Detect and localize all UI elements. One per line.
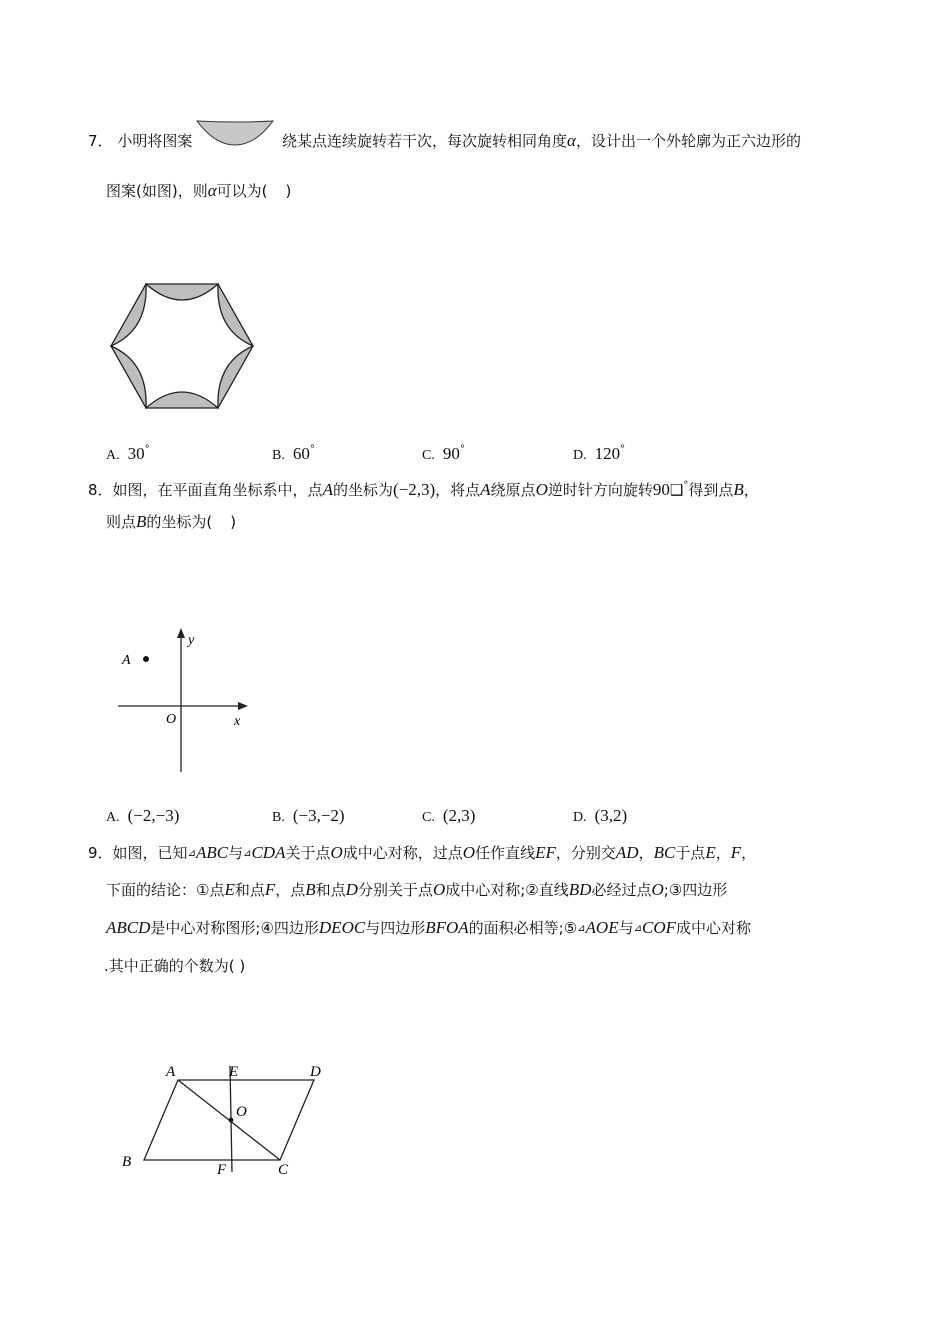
q9-line1-text <box>113 844 757 862</box>
option-label: A. <box>106 448 120 463</box>
option-value: (−3,−2) <box>292 806 345 825</box>
option-value: (2,3) <box>442 806 476 825</box>
q9-line3 <box>106 918 751 939</box>
text-run: 如图，已知 <box>112 844 188 862</box>
q9-line2-text <box>106 881 727 899</box>
q8-degree: ° <box>683 480 689 491</box>
q8-line2-c: ) <box>230 513 237 531</box>
q8-box: ❑ <box>669 481 684 499</box>
label-C: C <box>278 1162 289 1178</box>
text-run: ，点 <box>275 881 306 899</box>
option-label: D. <box>573 810 587 825</box>
math-var: E <box>224 880 235 899</box>
q8-O: O <box>535 480 548 499</box>
option-value: 30 <box>127 444 145 463</box>
triangle-symbol: ⊿ <box>577 923 586 934</box>
q8-t6: 得到点 <box>688 481 734 499</box>
math-var: O <box>330 843 343 862</box>
degree-symbol: ° <box>459 444 465 455</box>
parallelogram-figure <box>118 1058 338 1180</box>
text-run: ，分别交 <box>555 844 616 862</box>
math-var: ABCD <box>106 918 151 937</box>
q7-option-a[interactable] <box>106 440 150 466</box>
text-run: ， <box>741 844 757 862</box>
label-E: E <box>229 1064 239 1080</box>
math-var: AD <box>615 843 639 862</box>
text-run: ， <box>715 844 731 862</box>
math-var: COF <box>642 918 676 937</box>
math-var: BD <box>568 880 592 899</box>
text-run: 分别关于点 <box>357 881 433 899</box>
q9-line3-text <box>106 919 751 937</box>
q7-line2-alpha: α <box>207 181 217 200</box>
label-D: D <box>310 1064 321 1080</box>
q7-line2-b: 可以为( <box>216 182 268 200</box>
option-value: 60 <box>292 444 310 463</box>
q9-number: 9． <box>88 844 113 862</box>
q8-line2-a: 则点 <box>106 513 137 531</box>
q8-A: A <box>322 480 333 499</box>
q8-option-a[interactable] <box>106 806 179 828</box>
text-run: 下面的结论：①点 <box>106 881 225 899</box>
q7-text-a: 小明将图案 <box>117 132 193 150</box>
text-run: ;③四边形 <box>663 881 728 899</box>
q8-line2 <box>106 512 236 532</box>
q8-angle: 90 <box>652 480 670 499</box>
q8-t3: ，将点 <box>435 481 481 499</box>
math-var: O <box>651 880 664 899</box>
text-run: 与四边形 <box>365 919 426 937</box>
degree-symbol: ° <box>309 444 315 455</box>
y-arrow <box>177 628 185 638</box>
option-label: A. <box>106 810 120 825</box>
text-run: 任作直线 <box>475 844 536 862</box>
q7-number: 7． <box>88 132 113 150</box>
q8-option-c[interactable] <box>422 806 475 828</box>
q8-t4: 绕原点 <box>490 481 536 499</box>
option-value: 90 <box>442 444 460 463</box>
option-value: (−2,−3) <box>127 806 180 825</box>
triangle-symbol: ⊿ <box>243 848 252 859</box>
math-var: E <box>705 843 716 862</box>
triangle-symbol: ⊿ <box>187 848 196 859</box>
q7-line1b <box>282 131 801 151</box>
q9-line4-text <box>104 957 245 975</box>
label-O: O <box>236 1104 247 1120</box>
text-run: 是中心对称图形;④四边形 <box>150 919 319 937</box>
q8-line2-b: 的坐标为( <box>146 513 213 531</box>
math-var: CDA <box>251 843 286 862</box>
x-arrow <box>238 702 248 710</box>
q7-option-d[interactable] <box>573 440 625 466</box>
q7-text-c: ，设计出一个外轮廓为正六边形的 <box>575 132 801 150</box>
text-run: 与 <box>618 919 634 937</box>
triangle-symbol: ⊿ <box>633 923 642 934</box>
q7-line2-c: ) <box>285 182 292 200</box>
label-F: F <box>217 1162 227 1178</box>
q8-A2: A <box>480 480 491 499</box>
math-var: O <box>462 843 476 862</box>
math-var: BC <box>653 843 676 862</box>
math-var: BFOA <box>425 918 469 937</box>
crescent-pattern-icon <box>195 118 275 148</box>
option-label: B. <box>272 448 285 463</box>
q7-line2 <box>106 181 291 201</box>
math-var: F <box>730 843 742 862</box>
q9-line1 <box>88 843 756 864</box>
q8-B: B <box>733 480 744 499</box>
point-o <box>229 1118 234 1123</box>
q8-number: 8． <box>88 481 113 499</box>
text-run: 关于点 <box>285 844 331 862</box>
q7-text-b: 绕某点连续旋转若干次，每次旋转相同角度 <box>282 132 568 150</box>
q7-alpha: α <box>567 131 576 150</box>
point-a <box>143 656 149 662</box>
math-var: B <box>305 880 316 899</box>
hexagon-outline <box>111 284 253 408</box>
math-var: O <box>432 880 446 899</box>
option-value: 120 <box>594 444 621 463</box>
text-run: 和点 <box>315 881 346 899</box>
text-run: ， <box>638 844 654 862</box>
q8-t5: 逆时针方向旋转 <box>547 481 653 499</box>
text-run: 和点 <box>234 881 265 899</box>
q8-t7: ， <box>743 481 759 499</box>
q8-line2-B: B <box>136 512 147 531</box>
label-o: O <box>166 712 177 727</box>
option-label: B. <box>272 810 285 825</box>
math-var: EF <box>535 843 556 862</box>
label-a: A <box>122 653 131 668</box>
degree-symbol: ° <box>620 444 626 455</box>
math-var: D <box>345 880 358 899</box>
label-A: A <box>166 1064 176 1080</box>
label-y: y <box>188 633 195 648</box>
option-label: D. <box>573 448 587 463</box>
text-run: 成中心对称 <box>676 919 752 937</box>
label-B: B <box>122 1154 132 1170</box>
text-run: 于点 <box>675 844 706 862</box>
label-x: x <box>234 714 241 729</box>
option-label: C. <box>422 448 435 463</box>
option-label: C. <box>422 810 435 825</box>
q9-line4 <box>104 956 245 976</box>
q8-option-b[interactable] <box>272 806 345 828</box>
text-run: 与 <box>228 844 244 862</box>
option-value: (3,2) <box>594 806 628 825</box>
math-var: DEOC <box>318 918 366 937</box>
q8-line1 <box>88 476 759 500</box>
math-var: AOE <box>585 918 619 937</box>
q8-t1: 如图，在平面直角坐标系中，点 <box>112 481 323 499</box>
q7-line1 <box>88 131 192 151</box>
math-var: F <box>264 880 276 899</box>
coordinate-figure <box>110 622 260 780</box>
q8-option-d[interactable] <box>573 806 627 828</box>
q8-t2: 的坐标为 <box>332 481 393 499</box>
q9-line2 <box>106 880 727 900</box>
q7-option-c[interactable] <box>422 440 465 466</box>
text-run: 的面积必相等;⑤ <box>468 919 578 937</box>
text-run: 成中心对称;②直线 <box>445 881 569 899</box>
q7-line2-a: 图案(如图)，则 <box>106 182 208 200</box>
text-run: .其中正确的个数为( ) <box>104 957 246 975</box>
text-run: 成中心对称，过点 <box>342 844 463 862</box>
q7-option-b[interactable] <box>272 440 315 466</box>
q8-coordA: (−2,3) <box>392 480 436 499</box>
text-run: 必经过点 <box>591 881 652 899</box>
hexagon-figure <box>108 280 256 412</box>
math-var: ABC <box>195 843 229 862</box>
degree-symbol: ° <box>144 444 150 455</box>
